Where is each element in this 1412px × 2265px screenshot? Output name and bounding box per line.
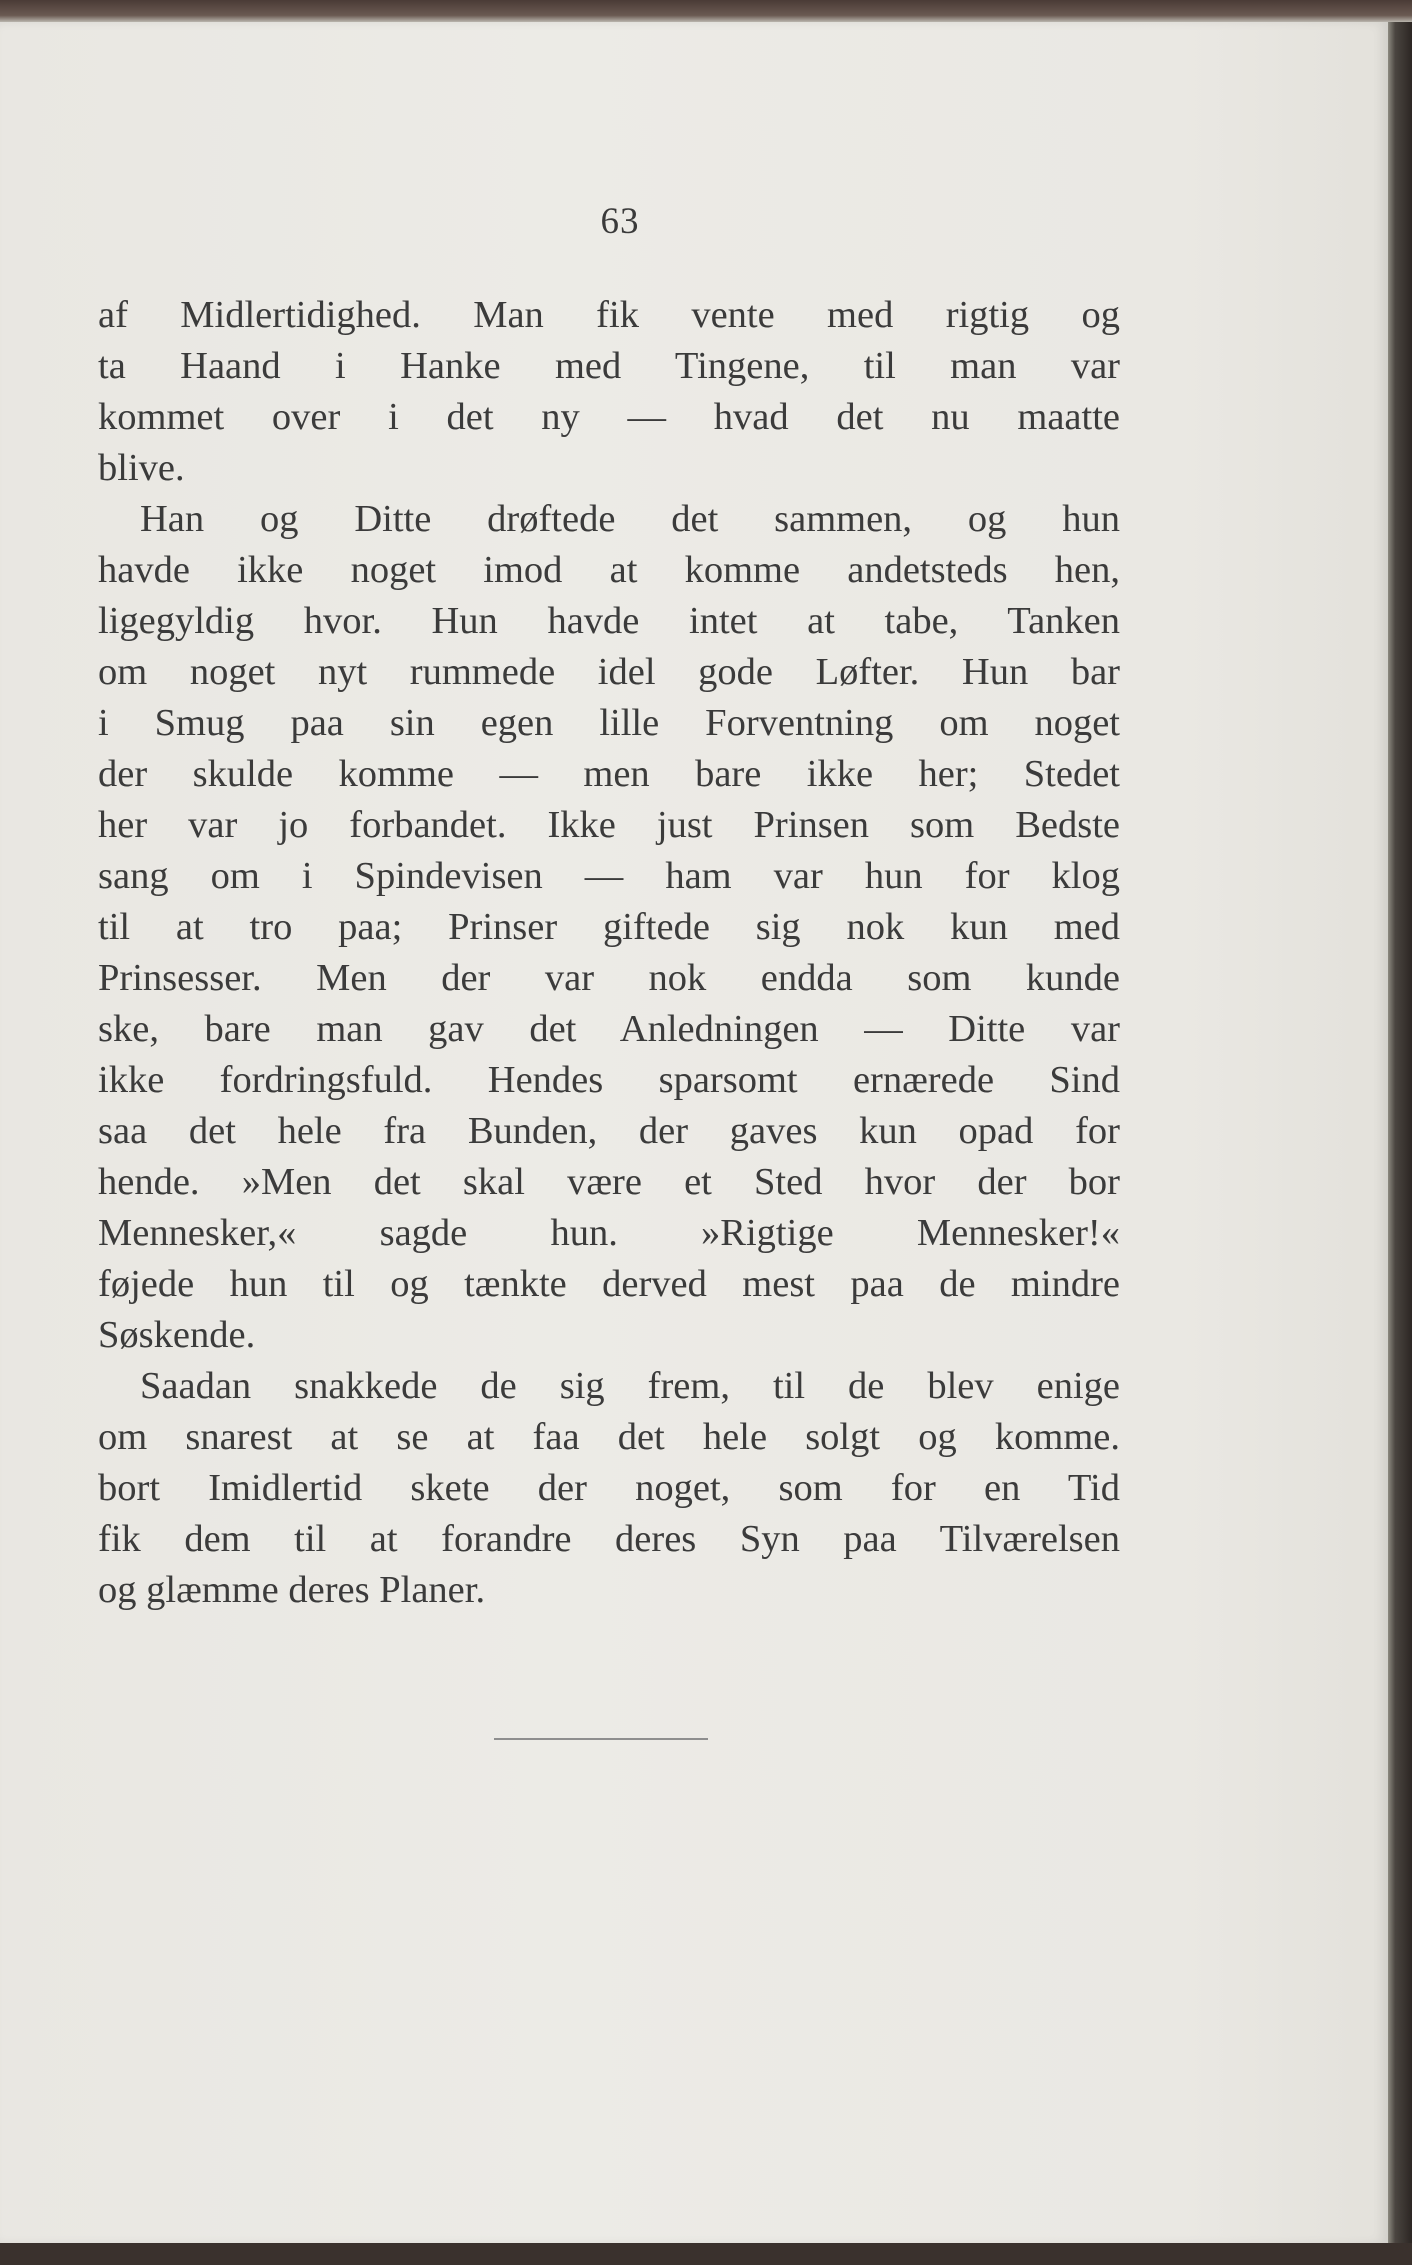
text-line: der skulde komme — men bare ikke her; Stedet bbox=[98, 753, 1120, 795]
text-line: ikke fordringsfuld. Hendes sparsomt ernærede Sind bbox=[98, 1059, 1120, 1101]
text-line: her var jo forbandet. Ikke just Prinsen som Bedste bbox=[98, 804, 1120, 846]
bottom-edge-shadow bbox=[0, 2243, 1412, 2265]
text-line: bort Imidlertid skete der noget, som for en Tid bbox=[98, 1467, 1120, 1509]
text-line: ta Haand i Hanke med Tingene, til man var bbox=[98, 345, 1120, 387]
text-line: om snarest at se at faa det hele solgt og komme. bbox=[98, 1416, 1120, 1458]
text-line: af Midlertidighed. Man fik vente med rigtig og bbox=[98, 294, 1120, 336]
text-line: ske, bare man gav det Anledningen — Ditte var bbox=[98, 1008, 1120, 1050]
text-line: til at tro paa; Prinser giftede sig nok kun med bbox=[98, 906, 1120, 948]
text-line: ligegyldig hvor. Hun havde intet at tabe, Tanken bbox=[98, 600, 1120, 642]
text-line: kommet over i det ny — hvad det nu maatte bbox=[98, 396, 1120, 438]
paragraph bbox=[98, 290, 1120, 494]
text-line: havde ikke noget imod at komme andetsteds hen, bbox=[98, 549, 1120, 591]
text-line: Mennesker,« sagde hun. »Rigtige Mennesker!« bbox=[98, 1212, 1120, 1254]
right-edge-shadow bbox=[1388, 22, 1412, 2244]
section-divider-rule bbox=[494, 1738, 708, 1740]
text-line: føjede hun til og tænkte derved mest paa de mindre bbox=[98, 1263, 1120, 1305]
text-line: sang om i Spindevisen — ham var hun for klog bbox=[98, 855, 1120, 897]
text-line: Han og Ditte drøftede det sammen, og hun bbox=[140, 498, 1120, 540]
text-line: om noget nyt rummede idel gode Løfter. Hun bar bbox=[98, 651, 1120, 693]
text-line: Søskende. bbox=[98, 1314, 256, 1356]
paragraph bbox=[98, 1361, 1120, 1616]
paragraph bbox=[98, 494, 1120, 1361]
text-line: saa det hele fra Bunden, der gaves kun opad for bbox=[98, 1110, 1120, 1152]
text-line: og glæmme deres Planer. bbox=[98, 1569, 486, 1611]
text-line: fik dem til at forandre deres Syn paa Tilværelsen bbox=[98, 1518, 1120, 1560]
text-line: Prinsesser. Men der var nok endda som kunde bbox=[98, 957, 1120, 999]
text-line: blive. bbox=[98, 447, 185, 489]
page-number: 63 bbox=[600, 201, 640, 242]
body-text bbox=[98, 290, 1120, 1616]
top-edge-shadow bbox=[0, 0, 1412, 22]
text-line: hende. »Men det skal være et Sted hvor der bor bbox=[98, 1161, 1120, 1203]
text-line: i Smug paa sin egen lille Forventning om noget bbox=[98, 702, 1120, 744]
text-line: Saadan snakkede de sig frem, til de blev enige bbox=[140, 1365, 1120, 1407]
